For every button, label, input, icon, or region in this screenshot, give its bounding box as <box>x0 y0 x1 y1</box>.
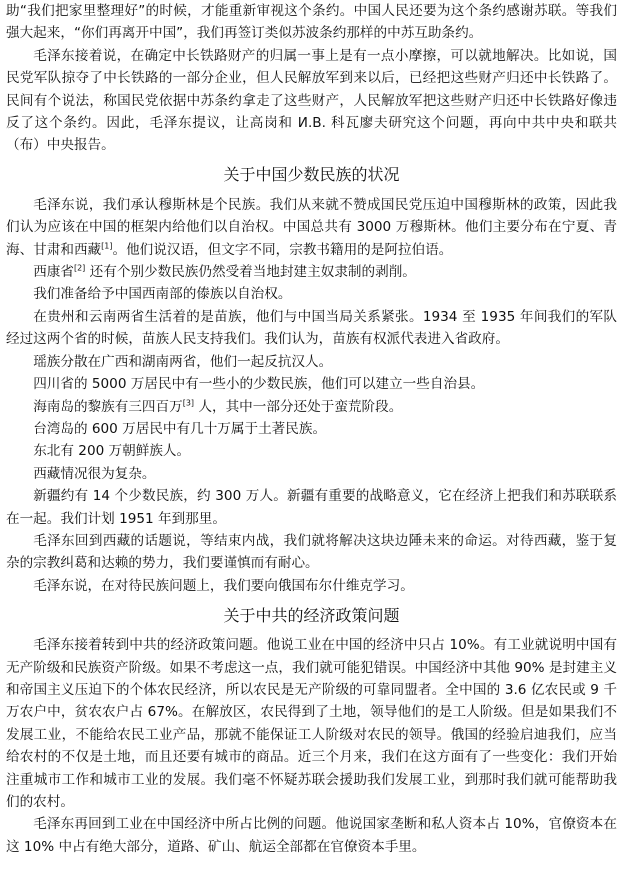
paragraph <box>6 440 617 462</box>
text-run: 毛泽东说，在对待民族问题上，我们要向俄国布尔什维克学习。 <box>33 577 414 594</box>
paragraph <box>6 813 617 858</box>
text-run: 台湾岛的 600 万居民中有几十万属于土著民族。 <box>33 420 327 437</box>
paragraph <box>6 261 617 283</box>
text-run: 我们准备给予中国西南部的傣族以自治权。 <box>33 286 292 303</box>
paragraph <box>6 283 617 305</box>
text-run: 毛泽东接着转到中共的经济政策问题。他说工业在中国的经济中只占 10%。有工业就说明中国有无产阶级和民族资产阶级。如果不考虑这一点，我们就可能犯错误。中国经济中其他 90% 是封建主义和帝国主义压迫下的个体农民经济，所以农民是无产阶级的可靠同盟者。全中国的 3.6 亿农民或 9 千万农户中，贫农农户占 67%。在解放区，农民得到了土地，领导他们的是工人阶级。但是如果我们不发展工业，不能给农民工业产品，那就不能保证工人阶级对农民的领导。俄国的经验启迪我们，应当给农村的不仅是土地，而且还要有城市的商品。近三个月来，我们在这方面有了一些变化：我们开始注重城市工作和城市工业的发展。我们毫不怀疑苏联会援助我们发展工业，到那时我们就可能帮助我们的农村。 <box>6 637 617 810</box>
text-run: 毛泽东回到西藏的话题说，等结束内战，我们就将解决这块边陲未来的命运。对待西藏，鉴于复杂的宗教纠葛和达赖的势力，我们要谨慎而有耐心。 <box>6 532 617 572</box>
text-run: 毛泽东说，我们承认穆斯林是个民族。我们从来就不赞成国民党压迫中国穆斯林的政策，因此我们认为应该在中国的框架内给他们以自治权。中国总共有 3000 万穆斯林。他们主要分布在宁夏、青海、甘肃和西藏 <box>6 196 617 258</box>
paragraph <box>6 396 617 418</box>
paragraph <box>6 351 617 373</box>
text-run: 毛泽东接着说，在确定中长铁路财产的归属一事上是有一点小摩擦，可以就地解决。比如说，国民党军队掠夺了中长铁路的一部分企业，但人民解放军到来以后，已经把这些财产归还中长铁路了。民间有个说法，称国民党依据中苏条约拿走了这些财产，人民解放军把这些财产归还中长铁路好像违反了这个条约。因此，毛泽东提议，让高岗和 И.В. 科瓦廖夫研究这个问题，再向中共中央和联共（布）中央报告。 <box>6 47 617 154</box>
text-run: 。他们说汉语，但文字不同，宗教书籍用的是阿拉伯语。 <box>112 241 453 258</box>
section-heading: 关于中国少数民族的状况 <box>223 165 400 185</box>
paragraph <box>6 45 617 157</box>
text-run: 东北有 200 万朝鲜族人。 <box>33 443 191 460</box>
text-run: 在贵州和云南两省生活着的是苗族，他们与中国当局关系紧张。1934 至 1935 年间我们的军队经过这两个省的时候，苗族人民支持我们。我们认为，苗族有权派代表进入省政府。 <box>6 308 617 348</box>
paragraph <box>6 634 617 813</box>
text-run: 四川省的 5000 万居民中有一些小的少数民族，他们可以建立一些自治县。 <box>33 376 485 393</box>
paragraph <box>6 575 617 597</box>
text-run: 西康省 <box>33 264 74 281</box>
paragraph <box>6 0 617 45</box>
footnote-ref: [1] <box>101 241 113 251</box>
text-run: 助“我们把家里整理好”的时候，才能重新审视这个条约。中国人民还要为这个条约感谢苏联。等我们强大起来，“你们再离开中国”，我们再签订类似苏波条约那样的中苏互助条约。 <box>6 3 617 42</box>
section-heading: 关于中共的经济政策问题 <box>223 605 400 625</box>
text-run: 毛泽东再回到工业在中国经济中所占比例的问题。他说国家垄断和私人资本占 10%，官僚资本在这 10% 中占有绝大部分，道路、矿山、航运全部都在官僚资本手里。 <box>6 816 617 855</box>
text-run: 新疆约有 14 个少数民族，约 300 万人。新疆有重要的战略意义，它在经济上把我们和苏联联系在一起。我们计划 1951 年到那里。 <box>6 488 617 527</box>
paragraph <box>6 306 617 351</box>
footnote-ref: [3] <box>182 397 195 407</box>
paragraph <box>6 418 617 440</box>
paragraph <box>6 463 617 485</box>
paragraph <box>6 373 617 395</box>
text-run: 还有个别少数民族仍然受着当地封建主奴隶制的剥削。 <box>85 264 416 281</box>
paragraph <box>6 530 617 575</box>
paragraph <box>6 485 617 530</box>
footnote-ref: [2] <box>73 263 86 273</box>
text-run: 瑶族分散在广西和湖南两省，他们一起反抗汉人。 <box>33 353 333 370</box>
text-run: 人，其中一部分还处于蛮荒阶段。 <box>194 398 403 415</box>
text-run: 海南岛的黎族有三四百万 <box>33 398 183 415</box>
document-body <box>6 0 617 858</box>
text-run: 西藏情况很为复杂。 <box>33 465 156 482</box>
paragraph <box>6 194 617 261</box>
